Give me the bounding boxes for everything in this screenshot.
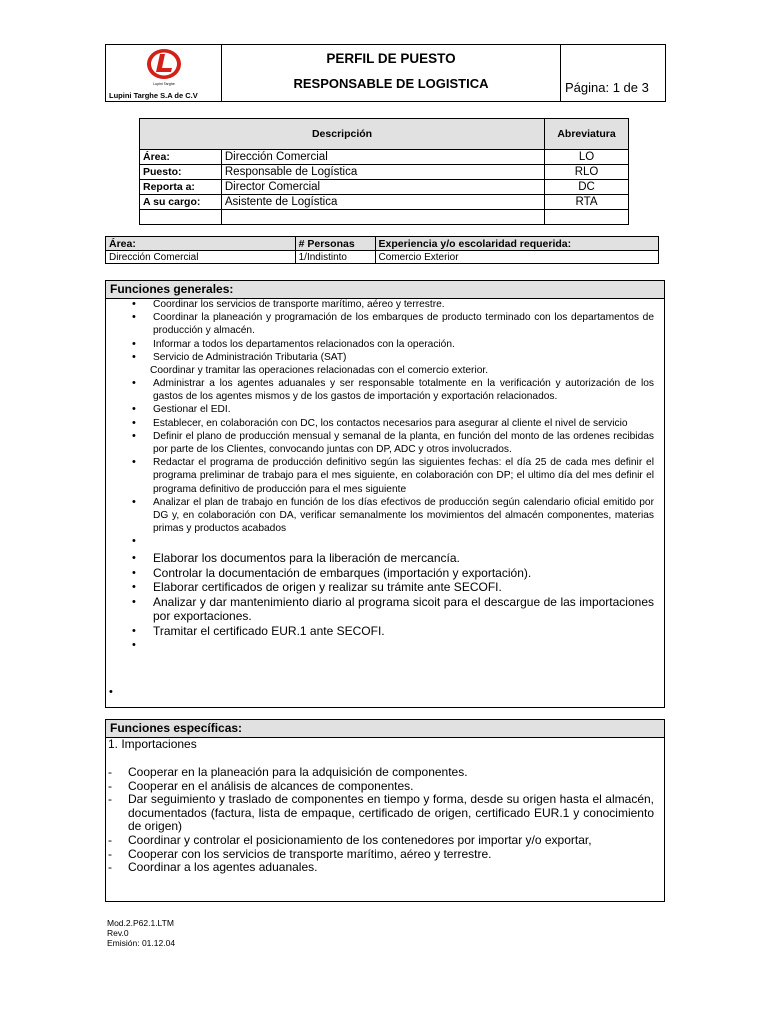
section-title: Funciones específicas: [106, 720, 664, 738]
list-item: • Coordinar la planeación y programación de los embarques de producto terminado con los departamentos de producción y almacén. [132, 311, 654, 337]
dash-icon: - [108, 846, 112, 861]
list-item: • Definir el plano de producción mensual y semanal de la planta, en función del monto de las ordenes recibidas por parte de los Clientes, convocando juntas con DP, ADC y otros involucrados. [132, 429, 654, 456]
table-row [140, 150, 629, 165]
document-title: PERFIL DE PUESTO [326, 51, 456, 66]
list-item: • Controlar la documentación de embarques (importación y exportación). [132, 565, 532, 580]
dash-icon: - [108, 792, 112, 807]
bullet-icon: • [132, 552, 136, 565]
footer-model: Mod.2.P62.1.LTM [107, 918, 174, 928]
list-item: - Coordinar y controlar el posicionamiento de los contenedores por importar y/o exportar, [108, 832, 592, 847]
area-value: Dirección Comercial [106, 251, 296, 264]
dash-icon: - [108, 860, 112, 875]
bullet-icon: • [132, 350, 136, 363]
list-item: • Coordinar los servicios de transporte marítimo, aéreo y terrestre. [132, 298, 445, 310]
list-item: • Tramitar el certificado EUR.1 ante SECOFI. [132, 623, 385, 638]
row-abbr: LO [545, 150, 629, 165]
bullet-icon: • [132, 311, 136, 324]
page-number: Página: 1 de 3 [565, 80, 649, 95]
bullet-icon: • [132, 624, 136, 637]
page-cell [561, 45, 665, 101]
company-name: Lupini Targhe S.A de C.V [109, 91, 198, 100]
dash-icon: - [108, 832, 112, 847]
experiencia-value: Comercio Exterior [375, 251, 658, 264]
title-cell [222, 45, 561, 101]
list-item: • Analizar el plan de trabajo en función de los días efectivos de producción según calendario oficial emitido por DG y, en colaboración con DA, verificar semanalmente los movimientos del almacén componentes, materias primas y productos acabados [132, 495, 654, 535]
dash-icon: - [108, 765, 112, 779]
list-item: • Elaborar los documentos para la liberación de mercancía. [132, 551, 460, 566]
list-item: • Redactar el programa de producción definitivo según las siguientes fechas: el día 25 de cada mes definir el programa preliminar de trabajo para el mes siguiente, en colaboración con DP; el ultimo día del mes definir el programa definitivo de producción para el mes siguiente [132, 456, 654, 495]
list-item: • Analizar y dar mantenimiento diario al programa sicoit para el descargue de las importaciones por exportaciones. [132, 594, 654, 624]
section-title: Funciones generales: [106, 281, 664, 299]
bullet-icon: • [132, 495, 136, 508]
specific-functions-list [106, 737, 662, 875]
list-item-sub: Coordinar y tramitar las operaciones relacionadas con el comercio exterior. [150, 365, 489, 377]
row-value: Dirección Comercial [221, 150, 544, 165]
table-row-empty [140, 210, 629, 225]
bullet-icon: • [132, 337, 136, 350]
list-item-empty [106, 638, 662, 652]
table-row [140, 165, 629, 180]
list-item: - Cooperar con los servicios de transporte marítimo, aéreo y terrestre. [108, 846, 492, 861]
row-label: Área: [140, 150, 222, 165]
bullet-icon: • [132, 581, 136, 594]
row-abbr: RTA [545, 195, 629, 210]
row-abbr: DC [545, 180, 629, 195]
svg-text:Lupini Targhe: Lupini Targhe [153, 82, 175, 86]
footer-revision: Rev.0 [107, 928, 129, 938]
bullet-icon: • [132, 377, 136, 390]
table-row [140, 180, 629, 195]
footer-emission: Emisión: 01.12.04 [107, 938, 176, 948]
personas-value: 1/Indistinto [295, 251, 375, 264]
document-footer [107, 918, 175, 948]
row-abbr: RLO [545, 165, 629, 180]
funciones-generales-section [105, 280, 665, 708]
bullet-icon: • [132, 298, 136, 310]
bullet-icon: • [109, 686, 113, 698]
row-label: Puesto: [140, 165, 222, 180]
dash-icon: - [108, 778, 112, 793]
list-item: • Gestionar el EDI. [132, 403, 231, 416]
row-value: Asistente de Logística [221, 195, 544, 210]
abbr-header: Abreviatura [545, 119, 629, 150]
bullet-icon: • [132, 535, 136, 548]
list-item: • Servicio de Administración Tributaria (SAT) [132, 350, 347, 363]
bullet-icon: • [132, 566, 136, 579]
document-subtitle: RESPONSABLE DE LOGISTICA [293, 76, 489, 91]
row-value: Director Comercial [221, 180, 544, 195]
list-item: - Cooperar en la planeación para la adquisición de componentes. [108, 765, 468, 779]
list-item: • Elaborar certificados de origen y realizar su trámite ante SECOFI. [132, 580, 502, 595]
list-item: • Informar a todos los departamentos relacionados con la operación. [132, 337, 455, 350]
list-item-empty [106, 535, 662, 551]
experiencia-header: Experiencia y/o escolaridad requerida: [375, 237, 658, 251]
row-value: Responsable de Logística [221, 165, 544, 180]
general-functions-list [106, 298, 662, 652]
bullet-icon: • [132, 456, 136, 469]
company-logo-icon [143, 48, 185, 88]
area-header: Área: [106, 237, 296, 251]
table-row [106, 251, 659, 264]
logo-cell [106, 45, 222, 101]
bullet-icon: • [132, 416, 136, 429]
list-item: - Cooperar en el análisis de alcances de componentes. [108, 778, 414, 793]
bullet-icon: • [132, 639, 136, 652]
area-table [105, 236, 659, 264]
description-table [139, 118, 629, 225]
funciones-especificas-section [105, 719, 665, 902]
row-label: A su cargo: [140, 195, 222, 210]
list-item: - Coordinar a los agentes aduanales. [108, 860, 318, 875]
desc-header: Descripción [140, 119, 545, 150]
table-row [140, 195, 629, 210]
list-item: - Dar seguimiento y traslado de componentes en tiempo y forma, desde su origen hasta el almacén, documentados (factura, lista de empaque, certificado de origen, certificado EUR.1 y conocimiento de origen) [108, 792, 654, 834]
row-label: Reporta a: [140, 180, 222, 195]
document-header [105, 44, 666, 102]
personas-header: # Personas [295, 237, 375, 251]
bullet-icon: • [132, 429, 136, 442]
svg-text:1966: 1966 [160, 75, 168, 79]
bullet-icon: • [132, 595, 136, 608]
bullet-icon: • [132, 403, 136, 416]
numbered-heading: 1. Importaciones [108, 737, 197, 751]
list-item: • Establecer, en colaboración con DC, los contactos necesarios para asegurar al cliente el nivel de servicio [132, 416, 628, 429]
list-item: • Administrar a los agentes aduanales y ser responsable totalmente en la verificación y autorización de los gastos de los agentes mismos y de los gastos de importación y exportación relacionados. [132, 377, 654, 403]
